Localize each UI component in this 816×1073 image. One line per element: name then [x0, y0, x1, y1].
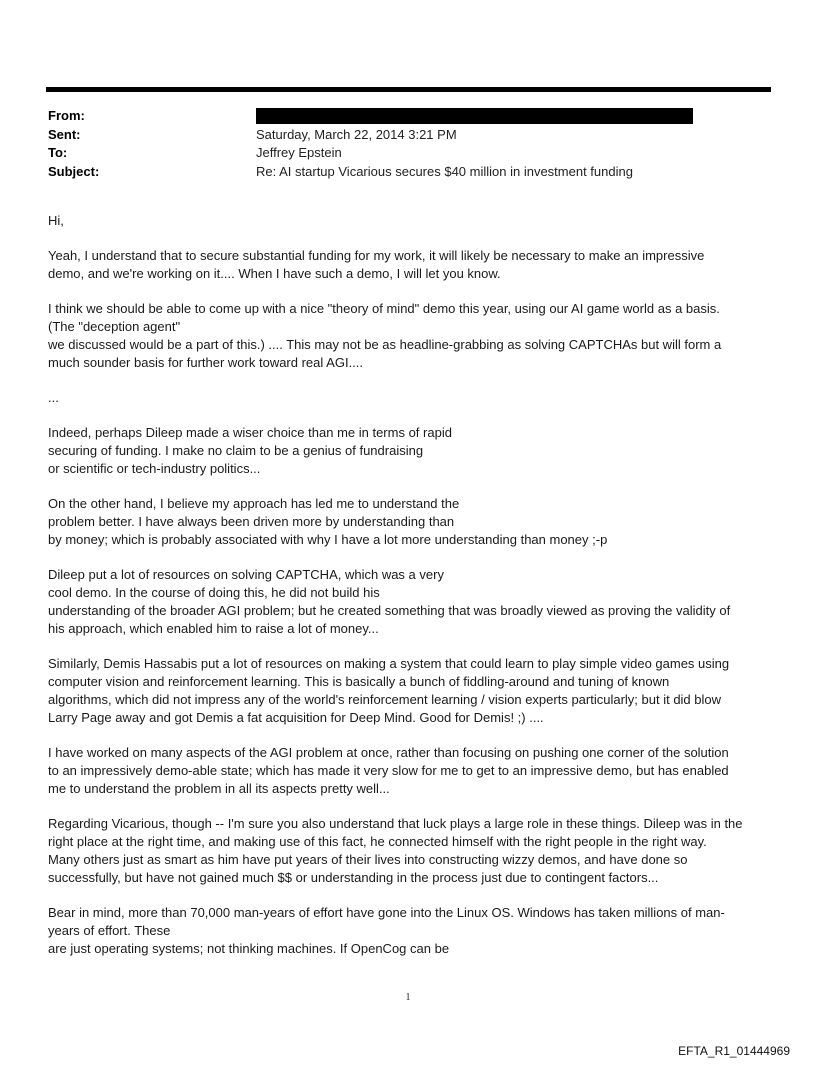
- body-paragraph: Yeah, I understand that to secure substantial funding for my work, it will likely be necessary to make an impressive demo, and we're working on it.... When I have such a demo, I will let you know.: [48, 248, 705, 281]
- redaction-bar: [256, 108, 693, 124]
- body-paragraph: Similarly, Demis Hassabis put a lot of resources on making a system that could learn to play simple video games using computer vision and reinforcement learning. This is basically a bunch of fiddling-around and tuning of known algorithms, which did not impress any of the world's reinforcement learning / vision experts particularly; but it did blow Larry Page away and got Demis a fat acquisition for Deep Mind. Good for Demis! ;) ....: [48, 656, 730, 725]
- from-value: [256, 107, 768, 126]
- body-paragraph: I have worked on many aspects of the AGI problem at once, rather than focusing on pushing one corner of the solution to an impressively demo-able state; which has made it very slow for me to get to an impressive demo, but has enabled me to understand the problem in all its aspects pretty well...: [48, 745, 729, 796]
- body-paragraph: On the other hand, I believe my approach has led me to understand the problem better. I have always been driven more by understanding than by money; which is probably associated with why I have a lot more understanding than money ;-p: [48, 496, 608, 547]
- to-row: [48, 144, 768, 163]
- header-rule: [46, 87, 771, 92]
- sent-label: Sent:: [48, 126, 81, 142]
- body-paragraph: Bear in mind, more than 70,000 man-years of effort have gone into the Linux OS. Windows has taken millions of man- years of effort. These are just operating systems; not thinking machines. If OpenCog can be: [48, 905, 725, 956]
- body-paragraph: Indeed, perhaps Dileep made a wiser choice than me in terms of rapid securing of funding. I make no claim to be a genius of fundraising or scientific or tech-industry politics...: [48, 425, 452, 476]
- from-row: [48, 107, 768, 126]
- body-paragraph: I think we should be able to come up with a nice "theory of mind" demo this year, using our AI game world as a basis. (The "deception agent" we discussed would be a part of this.) .... This may not be as headline-grabbing as solving CAPTCHAs but will form a much sounder basis for further work toward real AGI....: [48, 301, 722, 370]
- sent-row: [48, 126, 768, 145]
- page-number: 1: [405, 992, 411, 1003]
- body-paragraph: Hi,: [48, 213, 64, 228]
- sent-value: Saturday, March 22, 2014 3:21 PM: [256, 126, 457, 142]
- subject-label: Subject:: [48, 163, 100, 179]
- body-paragraph: ...: [48, 390, 59, 405]
- from-label: From:: [48, 108, 85, 123]
- document-id: EFTA_R1_01444969: [678, 1044, 790, 1058]
- subject-row: [48, 163, 768, 182]
- email-body: [48, 212, 770, 975]
- to-value: Jeffrey Epstein: [256, 145, 342, 160]
- body-paragraph: Dileep put a lot of resources on solving CAPTCHA, which was a very cool demo. In the course of doing this, he did not build his understanding of the broader AGI problem; but he created something that was broadly viewed as proving the validity of his approach, which enabled him to raise a lot of money...: [48, 567, 731, 636]
- body-paragraph: Regarding Vicarious, though -- I'm sure you also understand that luck plays a large role in these things. Dileep was in the right place at the right time, and making use of this fact, he connected himself with the right people in the right way. Many others just as smart as him have put years of their lives into constructing wizzy demos, and have done so successfully, but have not gained much $$ or understanding in the process just due to contingent factors...: [48, 816, 743, 885]
- subject-value: Re: AI startup Vicarious secures $40 million in investment funding: [256, 163, 633, 179]
- email-header: [48, 107, 768, 181]
- to-label: To:: [48, 145, 68, 160]
